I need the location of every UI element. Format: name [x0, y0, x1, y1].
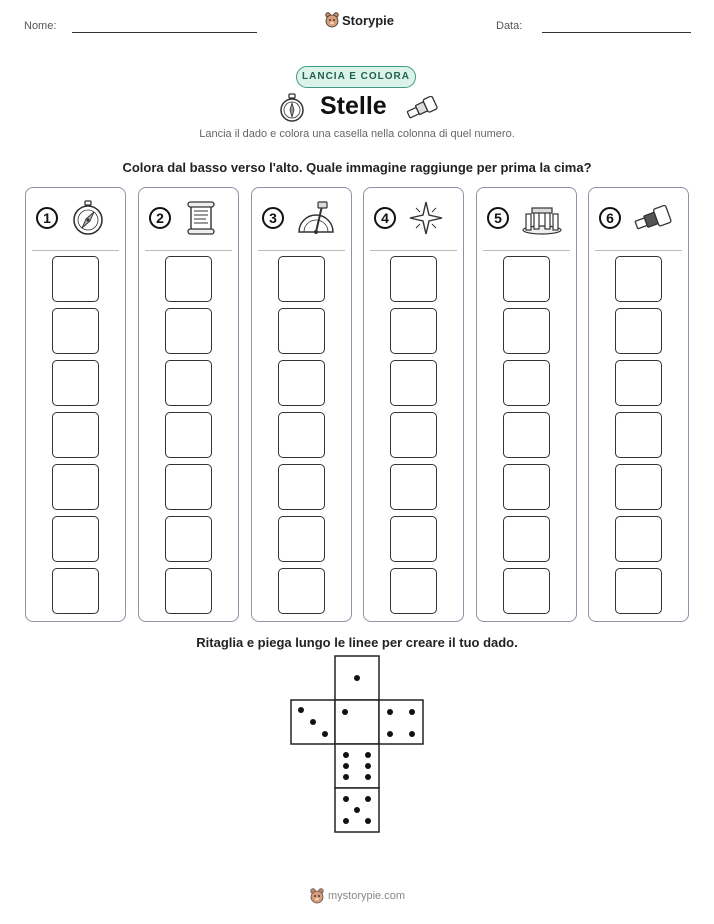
- color-cell[interactable]: [165, 308, 212, 354]
- footer-url: mystorypie.com: [328, 890, 406, 902]
- color-cell[interactable]: [615, 360, 662, 406]
- dice-pip: [387, 709, 393, 715]
- compass-icon: [278, 93, 306, 123]
- sextant-icon: [296, 200, 336, 236]
- color-cell[interactable]: [615, 516, 662, 562]
- color-cell[interactable]: [165, 256, 212, 302]
- column-number: 3: [262, 207, 284, 229]
- instruction-text: Colora dal basso verso l'alto. Quale immagine raggiunge per prima la cima?: [122, 160, 592, 175]
- column-header: [139, 188, 238, 250]
- dice-pip: [343, 796, 349, 802]
- dice-pip: [343, 818, 349, 824]
- dice-pip: [409, 731, 415, 737]
- color-cell[interactable]: [278, 464, 325, 510]
- column-header: [364, 188, 463, 250]
- color-cell[interactable]: [278, 568, 325, 614]
- compass-icon: [70, 200, 106, 236]
- column-divider: [370, 250, 457, 251]
- date-line[interactable]: [542, 32, 691, 33]
- column-header: [477, 188, 576, 250]
- dice-face-bottom-2: [335, 788, 379, 832]
- color-cell[interactable]: [278, 516, 325, 562]
- dice-face-center: [335, 700, 379, 744]
- color-cell[interactable]: [390, 412, 437, 458]
- dice-pip: [342, 709, 348, 715]
- dice-face-top: [335, 656, 379, 700]
- color-cell[interactable]: [503, 256, 550, 302]
- dice-face-right: [379, 700, 423, 744]
- dice-pip: [387, 731, 393, 737]
- color-cell[interactable]: [165, 412, 212, 458]
- column-4: [363, 187, 464, 622]
- color-cell[interactable]: [52, 464, 99, 510]
- color-cell[interactable]: [503, 308, 550, 354]
- dice-pip: [354, 675, 360, 681]
- storypie-mascot-icon: [310, 888, 324, 904]
- color-cell[interactable]: [52, 308, 99, 354]
- dice-pip: [322, 731, 328, 737]
- name-line[interactable]: [72, 32, 257, 33]
- column-number: 2: [149, 207, 171, 229]
- color-cell[interactable]: [503, 412, 550, 458]
- color-cell[interactable]: [52, 360, 99, 406]
- dice-pip: [310, 719, 316, 725]
- color-cell[interactable]: [165, 568, 212, 614]
- column-divider: [145, 250, 232, 251]
- dice-pip: [343, 752, 349, 758]
- dice-pip: [343, 763, 349, 769]
- column-divider: [32, 250, 119, 251]
- color-cell[interactable]: [165, 360, 212, 406]
- page-title: Stelle: [320, 92, 387, 120]
- color-cell[interactable]: [390, 464, 437, 510]
- color-cell[interactable]: [278, 256, 325, 302]
- activity-badge: LANCIA E COLORA: [296, 66, 416, 88]
- footer: [310, 888, 405, 904]
- stonehenge-icon: [521, 200, 563, 236]
- date-label: Data:: [496, 20, 523, 32]
- dice-pip: [354, 807, 360, 813]
- subtitle: Lancia il dado e colora una casella nella colonna di quel numero.: [199, 128, 515, 140]
- color-cell[interactable]: [52, 516, 99, 562]
- color-cell[interactable]: [615, 464, 662, 510]
- column-divider: [595, 250, 682, 251]
- color-cell[interactable]: [503, 516, 550, 562]
- color-cell[interactable]: [390, 568, 437, 614]
- color-cell[interactable]: [615, 412, 662, 458]
- column-header: [26, 188, 125, 250]
- color-cell[interactable]: [390, 256, 437, 302]
- color-cell[interactable]: [52, 256, 99, 302]
- color-cell[interactable]: [503, 360, 550, 406]
- brand-logo: [325, 12, 394, 28]
- color-cell[interactable]: [278, 412, 325, 458]
- color-cell[interactable]: [52, 568, 99, 614]
- column-header: [589, 188, 688, 250]
- color-cell[interactable]: [390, 308, 437, 354]
- dice-pip: [365, 774, 371, 780]
- column-divider: [483, 250, 570, 251]
- dice-pip: [298, 707, 304, 713]
- color-cell[interactable]: [278, 308, 325, 354]
- telescope-icon: [405, 96, 439, 120]
- dice-pip: [365, 763, 371, 769]
- dice-pip: [365, 796, 371, 802]
- dice-pip: [343, 774, 349, 780]
- brand-name: Storypie: [342, 12, 395, 28]
- color-cell[interactable]: [165, 516, 212, 562]
- color-cell[interactable]: [390, 360, 437, 406]
- column-2: [138, 187, 239, 622]
- dice-face-bottom-1: [335, 744, 379, 788]
- color-cell[interactable]: [615, 308, 662, 354]
- dice-pip: [409, 709, 415, 715]
- color-cell[interactable]: [615, 568, 662, 614]
- column-1: [25, 187, 126, 622]
- column-divider: [258, 250, 345, 251]
- dice-face-left: [291, 700, 335, 744]
- column-5: [476, 187, 577, 622]
- column-3: [251, 187, 352, 622]
- star-icon: [408, 200, 444, 236]
- star-chart-scroll-icon: [183, 200, 219, 236]
- column-number: 6: [599, 207, 621, 229]
- color-cell[interactable]: [278, 360, 325, 406]
- color-cell[interactable]: [52, 412, 99, 458]
- color-cell[interactable]: [503, 568, 550, 614]
- color-cell[interactable]: [165, 464, 212, 510]
- column-number: 5: [487, 207, 509, 229]
- dice-pip: [365, 752, 371, 758]
- column-header: [252, 188, 351, 250]
- dice-pip: [365, 818, 371, 824]
- color-cell[interactable]: [503, 464, 550, 510]
- column-number: 4: [374, 207, 396, 229]
- name-label: Nome:: [24, 20, 57, 32]
- storypie-mascot-icon: [325, 12, 339, 28]
- column-number: 1: [36, 207, 58, 229]
- cut-instruction: Ritaglia e piega lungo le linee per creare il tuo dado.: [196, 635, 518, 650]
- column-6: [588, 187, 689, 622]
- color-cell[interactable]: [615, 256, 662, 302]
- telescope-icon: [633, 200, 673, 236]
- color-cell[interactable]: [390, 516, 437, 562]
